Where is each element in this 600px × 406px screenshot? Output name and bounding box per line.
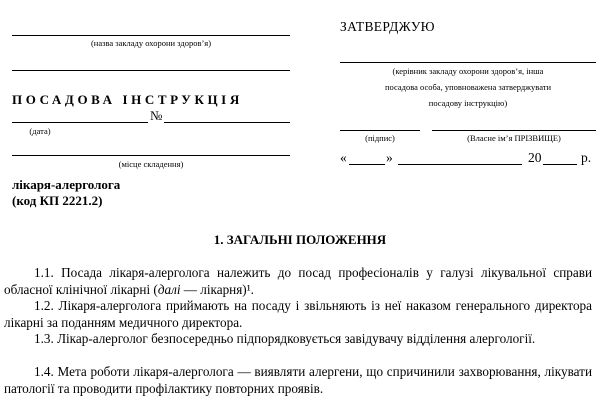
year-line [543, 164, 577, 165]
signature-line [340, 130, 420, 131]
place-caption: (місце складення) [118, 159, 184, 169]
year-prefix: 20 [528, 150, 542, 165]
number-sign: № [150, 108, 163, 123]
role-title: лікаря-алерголога [12, 177, 121, 192]
signature-caption: (підпис) [365, 133, 395, 143]
paragraph-1-4-text: 1.4. Мета роботи лікаря-алерголога — виявляти алергени, що спричинили захворювання, лікувати патології та проводити профілактику повторних проявів. [4, 364, 592, 396]
facility-line [12, 35, 290, 36]
paragraph-1-3-text: 1.3. Лікар-алерголог безпосередньо підпорядковується завідувачу відділення алергології. [34, 331, 536, 346]
section-title: 1. ЗАГАЛЬНІ ПОЛОЖЕННЯ [213, 232, 387, 247]
number-line [164, 122, 290, 123]
day-line [349, 164, 385, 165]
paragraph-1-1-em: далі [157, 281, 181, 297]
paragraph-1-2-text: 1.2. Лікаря-алерголога приймають на посаду і звільняють із неї наказом генерального директора лікарні за поданням медичного директора. [4, 298, 592, 330]
head-caption-2: посадова особа, уповноважена затверджувати [384, 82, 552, 92]
date-close-quote: » [386, 150, 393, 165]
date-caption: (дата) [29, 126, 51, 136]
paragraph-1-1-tail: — лікарня)¹. [180, 281, 254, 297]
date-line [12, 122, 148, 123]
approve-label: ЗАТВЕРДЖУЮ [340, 19, 435, 34]
role-code: (код КП 2221.2) [12, 193, 103, 208]
date-open-quote: « [340, 150, 347, 165]
facility-line-2 [12, 70, 290, 71]
paragraph-1-1 [4, 265, 592, 298]
place-line [12, 155, 290, 156]
paragraph-1-2 [4, 298, 592, 331]
document-title: ПОСАДОВА ІНСТРУКЦІЯ [12, 92, 243, 107]
paragraph-1-3 [4, 331, 592, 348]
year-suffix: р. [581, 150, 592, 165]
facility-caption: (назва закладу охорони здоров’я) [90, 38, 212, 48]
name-line [432, 130, 596, 131]
head-caption-1: (керівник закладу охорони здоров’я, інша [392, 66, 544, 76]
paragraph-1-1-text: 1.1. Посада лікаря-алерголога належить до посад професіоналів у галузі лікувальної справи обласної клінічної лікарні ( [4, 265, 592, 297]
head-line [340, 62, 596, 63]
name-caption: (Власне ім’я ПРІЗВИЩЕ) [467, 133, 561, 143]
paragraph-1-4 [4, 364, 592, 397]
month-line [398, 164, 522, 165]
head-caption-3: посадову інструкцію) [428, 98, 508, 108]
